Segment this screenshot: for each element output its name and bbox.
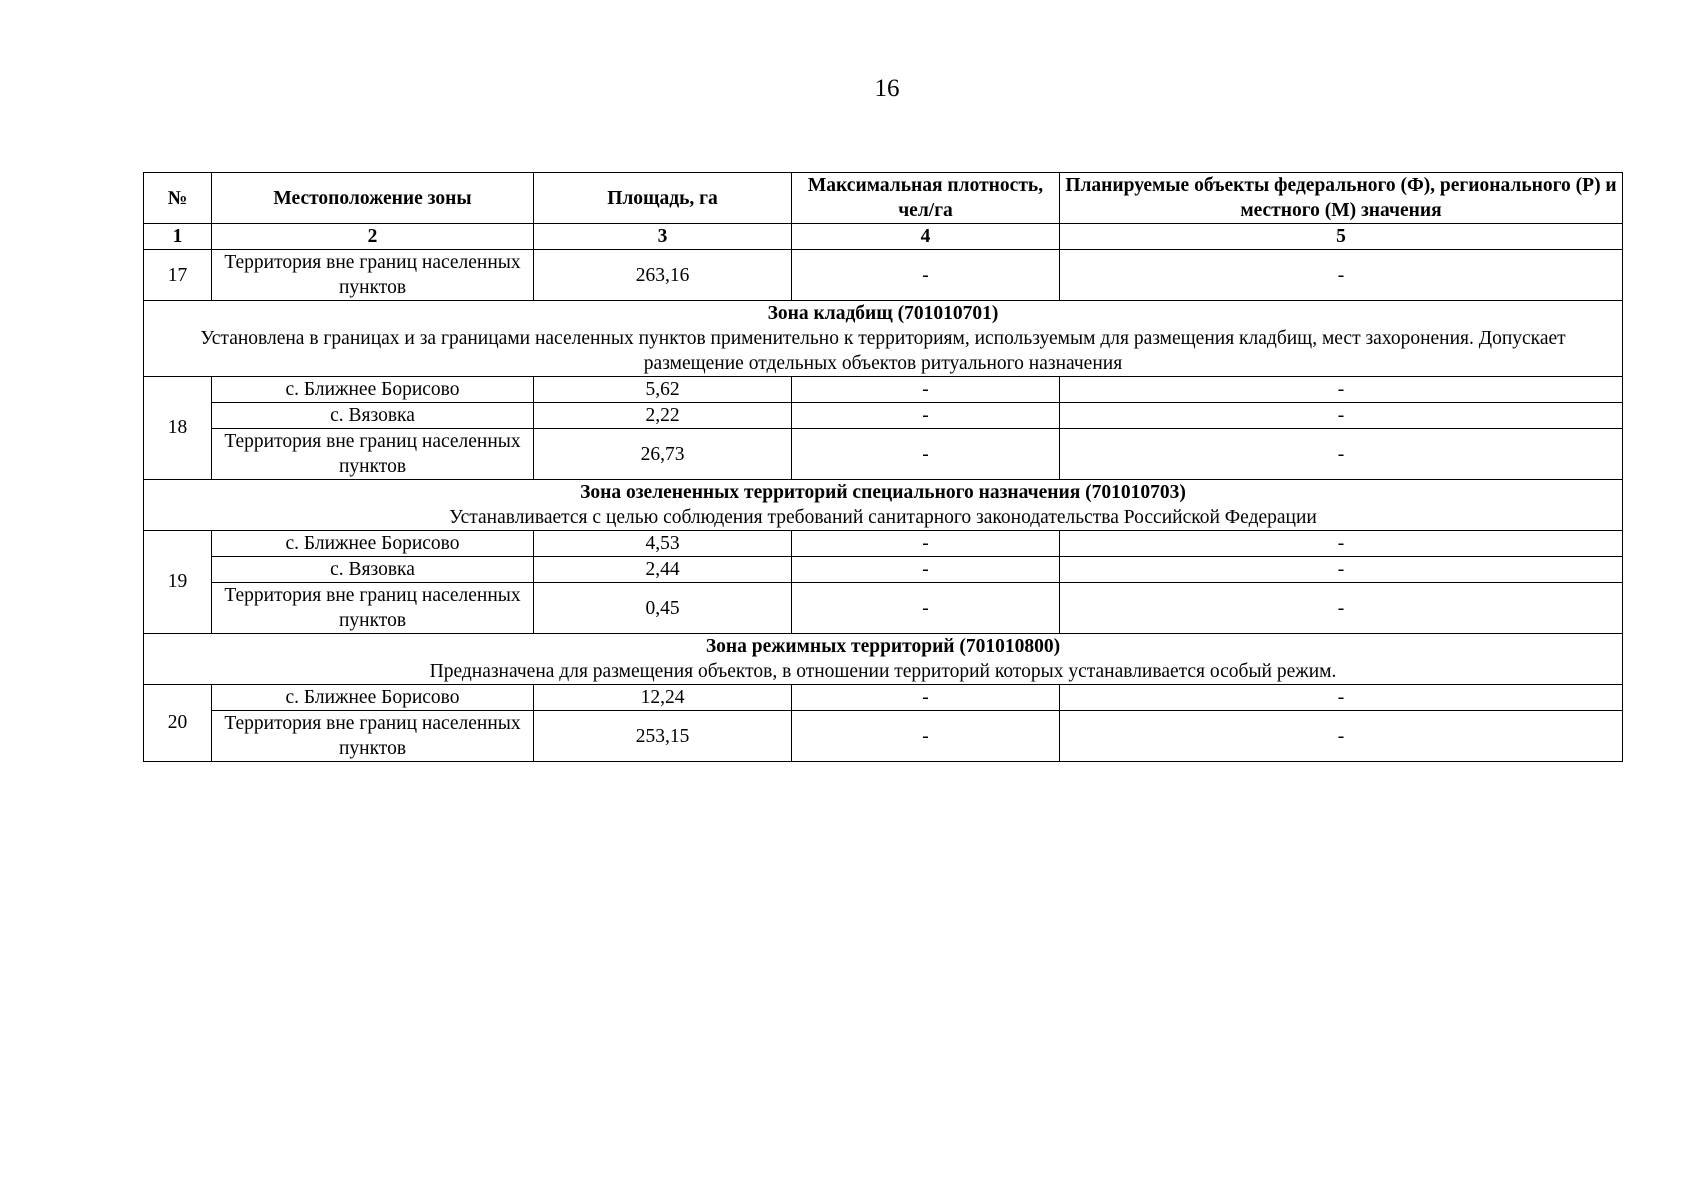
table-row xyxy=(144,250,1623,301)
objects-cell: - xyxy=(1060,429,1623,480)
row-number: 17 xyxy=(144,250,212,301)
objects-cell: - xyxy=(1060,711,1623,762)
header-location: Местоположение зоны xyxy=(212,173,534,224)
area-cell: 2,22 xyxy=(534,403,792,429)
objects-cell: - xyxy=(1060,557,1623,583)
area-cell: 2,44 xyxy=(534,557,792,583)
zone-description: Установлена в границах и за границами населенных пунктов применительно к территориям, используемым для размещения кладбищ, мест захоронения. Допускает размещение отдельных объектов ритуального назначения xyxy=(200,328,1566,374)
zone-title: Зона кладбищ (701010701) xyxy=(767,303,999,324)
column-index: 4 xyxy=(792,224,1060,250)
zone-title: Зона озелененных территорий специального назначения (701010703) xyxy=(580,482,1186,503)
column-index: 5 xyxy=(1060,224,1623,250)
table-row xyxy=(144,403,1623,429)
area-cell: 263,16 xyxy=(534,250,792,301)
zone-description: Предназначена для размещения объектов, в отношении территорий которых устанавливается особый режим. xyxy=(429,661,1337,682)
density-cell: - xyxy=(792,377,1060,403)
density-cell: - xyxy=(792,685,1060,711)
header-density: Максимальная плотность, чел/га xyxy=(792,173,1060,224)
area-cell: 0,45 xyxy=(534,583,792,634)
header-objects: Планируемые объекты федерального (Ф), регионального (Р) и местного (М) значения xyxy=(1060,173,1623,224)
location-cell: Территория вне границ населенных пунктов xyxy=(212,250,534,301)
column-index-row xyxy=(144,224,1623,250)
table-row xyxy=(144,557,1623,583)
zone-banner xyxy=(144,301,1623,377)
objects-cell: - xyxy=(1060,403,1623,429)
objects-cell: - xyxy=(1060,685,1623,711)
density-cell: - xyxy=(792,531,1060,557)
table-row xyxy=(144,429,1623,480)
location-cell: с. Ближнее Борисово xyxy=(212,531,534,557)
row-number: 20 xyxy=(144,685,212,762)
zones-table xyxy=(143,172,1623,762)
location-cell: Территория вне границ населенных пунктов xyxy=(212,429,534,480)
header-num: № xyxy=(144,173,212,224)
density-cell: - xyxy=(792,429,1060,480)
location-cell: Территория вне границ населенных пунктов xyxy=(212,583,534,634)
objects-cell: - xyxy=(1060,531,1623,557)
density-cell: - xyxy=(792,711,1060,762)
objects-cell: - xyxy=(1060,583,1623,634)
page-number: 16 xyxy=(874,75,900,102)
density-cell: - xyxy=(792,557,1060,583)
zone-banner-row xyxy=(144,480,1623,531)
table-header-row xyxy=(144,173,1623,224)
table-row xyxy=(144,377,1623,403)
table-row xyxy=(144,711,1623,762)
row-number: 19 xyxy=(144,531,212,634)
table-row xyxy=(144,685,1623,711)
density-cell: - xyxy=(792,583,1060,634)
area-cell: 26,73 xyxy=(534,429,792,480)
zone-banner-row xyxy=(144,301,1623,377)
zone-banner xyxy=(144,480,1623,531)
header-area: Площадь, га xyxy=(534,173,792,224)
area-cell: 253,15 xyxy=(534,711,792,762)
area-cell: 12,24 xyxy=(534,685,792,711)
row-number: 18 xyxy=(144,377,212,480)
zone-title: Зона режимных территорий (701010800) xyxy=(705,636,1061,657)
area-cell: 4,53 xyxy=(534,531,792,557)
objects-cell: - xyxy=(1060,250,1623,301)
zone-banner-row xyxy=(144,634,1623,685)
zone-description: Устанавливается с целью соблюдения требований санитарного законодательства Российской Федерации xyxy=(449,507,1317,528)
location-cell: с. Ближнее Борисово xyxy=(212,377,534,403)
table-row xyxy=(144,531,1623,557)
location-cell: Территория вне границ населенных пунктов xyxy=(212,711,534,762)
density-cell: - xyxy=(792,403,1060,429)
area-cell: 5,62 xyxy=(534,377,792,403)
location-cell: с. Ближнее Борисово xyxy=(212,685,534,711)
column-index: 2 xyxy=(212,224,534,250)
zone-banner xyxy=(144,634,1623,685)
density-cell: - xyxy=(792,250,1060,301)
objects-cell: - xyxy=(1060,377,1623,403)
table-row xyxy=(144,583,1623,634)
location-cell: с. Вязовка xyxy=(212,557,534,583)
column-index: 1 xyxy=(144,224,212,250)
column-index: 3 xyxy=(534,224,792,250)
location-cell: с. Вязовка xyxy=(212,403,534,429)
